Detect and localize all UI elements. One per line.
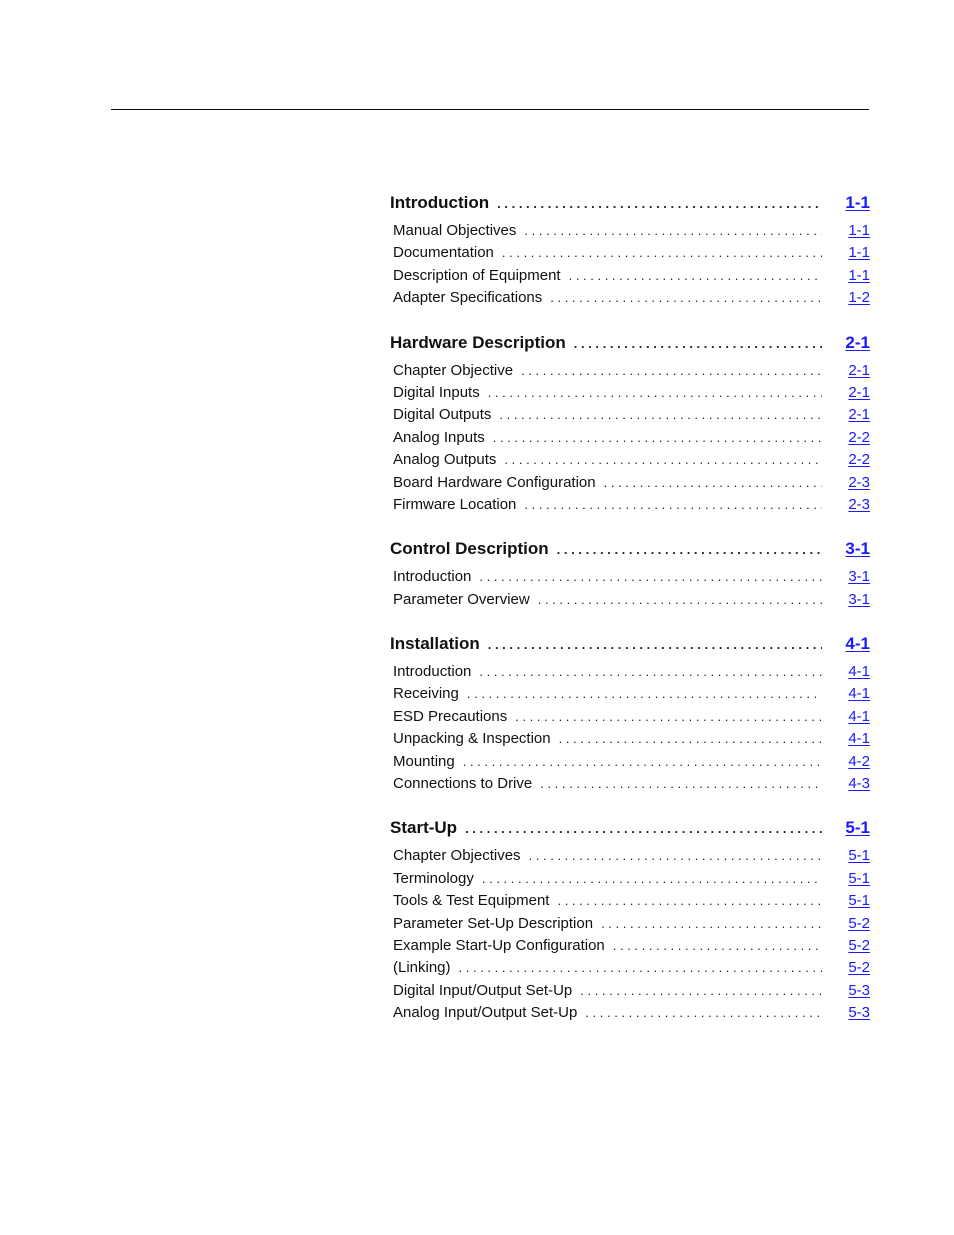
chapter-page-link[interactable]: 2-1 — [845, 332, 870, 352]
toc-section — [390, 330, 870, 517]
dot-leader — [479, 566, 822, 588]
toc-chapter-row[interactable] — [390, 815, 870, 843]
toc-entry-row[interactable] — [390, 980, 870, 1002]
entry-title: Digital Input/Output Set-Up — [393, 980, 580, 1002]
toc-chapter-row[interactable] — [390, 631, 870, 659]
entry-page-link[interactable]: 5-3 — [848, 1004, 870, 1022]
toc-entry-row[interactable] — [390, 1002, 870, 1024]
entry-page-link[interactable]: 1-1 — [848, 244, 870, 262]
toc-entry-row[interactable] — [390, 287, 870, 309]
header-rule — [111, 109, 869, 110]
toc-entry-row[interactable] — [390, 427, 870, 449]
chapter-title: Start-Up — [390, 815, 465, 841]
toc-section — [390, 536, 870, 611]
entry-page-link[interactable]: 3-1 — [848, 590, 870, 608]
dot-leader — [540, 773, 822, 795]
dot-leader — [499, 404, 822, 426]
dot-leader — [574, 331, 822, 357]
toc-section — [390, 815, 870, 1024]
entry-title: Analog Input/Output Set-Up — [393, 1002, 585, 1024]
entry-page-link[interactable]: 4-3 — [848, 775, 870, 793]
toc-entry-row[interactable] — [390, 683, 870, 705]
chapter-page-link[interactable]: 1-1 — [845, 193, 870, 212]
entry-page-link[interactable]: 4-1 — [848, 685, 870, 703]
dot-leader — [482, 868, 822, 890]
entry-title: Terminology — [393, 868, 482, 890]
entry-page-link[interactable]: 5-2 — [848, 936, 870, 954]
entry-page-link[interactable]: 2-1 — [848, 383, 870, 401]
toc-entry-row[interactable] — [390, 242, 870, 264]
dot-leader — [585, 1002, 822, 1024]
dot-leader — [497, 191, 822, 217]
entry-page-link[interactable]: 5-2 — [848, 914, 870, 932]
dot-leader — [504, 449, 822, 471]
toc-entry-row[interactable] — [390, 265, 870, 287]
entry-page-link[interactable]: 5-3 — [848, 981, 870, 999]
dot-leader — [524, 494, 822, 516]
dot-leader — [580, 980, 822, 1002]
toc-entry-row[interactable] — [390, 706, 870, 728]
dot-leader — [459, 957, 822, 979]
entry-title: Mounting — [393, 751, 463, 773]
chapter-title: Control Description — [390, 536, 557, 562]
entry-title: ESD Precautions — [393, 706, 515, 728]
table-of-contents — [390, 190, 870, 1045]
entry-title: Parameter Set-Up Description — [393, 913, 601, 935]
entry-page-link[interactable]: 4-1 — [848, 707, 870, 725]
toc-entry-row[interactable] — [390, 728, 870, 750]
entry-page-link[interactable]: 2-1 — [848, 406, 870, 424]
entry-page-link[interactable]: 4-1 — [848, 663, 870, 681]
toc-entry-row[interactable] — [390, 957, 870, 979]
toc-chapter-row[interactable] — [390, 536, 870, 564]
dot-leader — [604, 472, 822, 494]
entry-title: Firmware Location — [393, 494, 524, 516]
entry-page-link[interactable]: 3-1 — [848, 568, 870, 586]
toc-entry-row[interactable] — [390, 566, 870, 588]
entry-page-link[interactable]: 1-2 — [848, 289, 870, 307]
entry-title: Introduction — [393, 566, 479, 588]
chapter-page-link[interactable]: 4-1 — [845, 634, 870, 654]
entry-title: (Linking) — [393, 957, 459, 979]
entry-title: Receiving — [393, 683, 467, 705]
entry-title: Manual Objectives — [393, 220, 524, 242]
entry-page-link[interactable]: 1-1 — [848, 266, 870, 284]
entry-title: Analog Inputs — [393, 427, 493, 449]
toc-section — [390, 631, 870, 795]
entry-page-link[interactable]: 2-2 — [848, 428, 870, 446]
dot-leader — [488, 632, 822, 658]
entry-page-link[interactable]: 5-2 — [848, 959, 870, 977]
entry-title: Digital Inputs — [393, 382, 488, 404]
dot-leader — [502, 242, 822, 264]
toc-entry-row[interactable] — [390, 751, 870, 773]
entry-page-link[interactable]: 2-1 — [848, 361, 870, 379]
chapter-title: Introduction — [390, 190, 497, 216]
entry-title: Parameter Overview — [393, 589, 538, 611]
entry-title: Adapter Specifications — [393, 287, 550, 309]
dot-leader — [493, 427, 822, 449]
dot-leader — [613, 935, 822, 957]
dot-leader — [488, 382, 822, 404]
dot-leader — [601, 913, 822, 935]
chapter-title: Installation — [390, 631, 488, 657]
dot-leader — [557, 537, 822, 563]
toc-entry-row[interactable] — [390, 404, 870, 426]
dot-leader — [515, 706, 822, 728]
chapter-page-link[interactable]: 3-1 — [845, 539, 870, 559]
dot-leader — [463, 751, 822, 773]
entry-page-link[interactable]: 4-1 — [848, 730, 870, 748]
toc-entry-row[interactable] — [390, 845, 870, 867]
toc-chapter-row[interactable] — [390, 190, 870, 218]
toc-entry-row[interactable] — [390, 890, 870, 912]
dot-leader — [538, 589, 822, 611]
dot-leader — [529, 845, 822, 867]
toc-entry-row[interactable] — [390, 472, 870, 494]
toc-entry-row[interactable] — [390, 661, 870, 683]
entry-title: Tools & Test Equipment — [393, 890, 557, 912]
entry-title: Chapter Objective — [393, 360, 521, 382]
chapter-title: Hardware Description — [390, 330, 574, 356]
dot-leader — [465, 816, 822, 842]
entry-title: Description of Equipment — [393, 265, 569, 287]
toc-entry-row[interactable] — [390, 220, 870, 242]
entry-page-link[interactable]: 1-1 — [848, 222, 870, 239]
toc-entry-row[interactable] — [390, 494, 870, 516]
toc-chapter-row[interactable] — [390, 330, 870, 358]
entry-page-link[interactable]: 5-1 — [848, 892, 870, 910]
entry-title: Board Hardware Configuration — [393, 472, 604, 494]
entry-page-link[interactable]: 2-2 — [848, 451, 870, 469]
dot-leader — [569, 265, 822, 287]
dot-leader — [521, 360, 822, 382]
dot-leader — [559, 728, 822, 750]
entry-title: Analog Outputs — [393, 449, 504, 471]
dot-leader — [550, 287, 822, 309]
entry-title: Documentation — [393, 242, 502, 264]
entry-title: Example Start-Up Configuration — [393, 935, 613, 957]
dot-leader — [479, 661, 822, 683]
entry-title: Chapter Objectives — [393, 845, 529, 867]
entry-page-link[interactable]: 2-3 — [848, 473, 870, 491]
toc-entry-row[interactable] — [390, 382, 870, 404]
toc-entry-row[interactable] — [390, 935, 870, 957]
entry-title: Introduction — [393, 661, 479, 683]
entry-page-link[interactable]: 5-1 — [848, 869, 870, 887]
entry-page-link[interactable]: 2-3 — [848, 495, 870, 513]
toc-entry-row[interactable] — [390, 773, 870, 795]
toc-section — [390, 190, 870, 310]
dot-leader — [524, 220, 822, 242]
entry-page-link[interactable]: 4-2 — [848, 752, 870, 770]
dot-leader — [467, 683, 822, 705]
entry-title: Connections to Drive — [393, 773, 540, 795]
toc-entry-row[interactable] — [390, 913, 870, 935]
dot-leader — [557, 890, 822, 912]
entry-title: Digital Outputs — [393, 404, 499, 426]
toc-entry-row[interactable] — [390, 589, 870, 611]
chapter-page-link[interactable]: 5-1 — [845, 818, 870, 838]
toc-entry-row[interactable] — [390, 868, 870, 890]
entry-page-link[interactable]: 5-1 — [848, 847, 870, 865]
toc-entry-row[interactable] — [390, 449, 870, 471]
toc-entry-row[interactable] — [390, 360, 870, 382]
entry-title: Unpacking & Inspection — [393, 728, 559, 750]
